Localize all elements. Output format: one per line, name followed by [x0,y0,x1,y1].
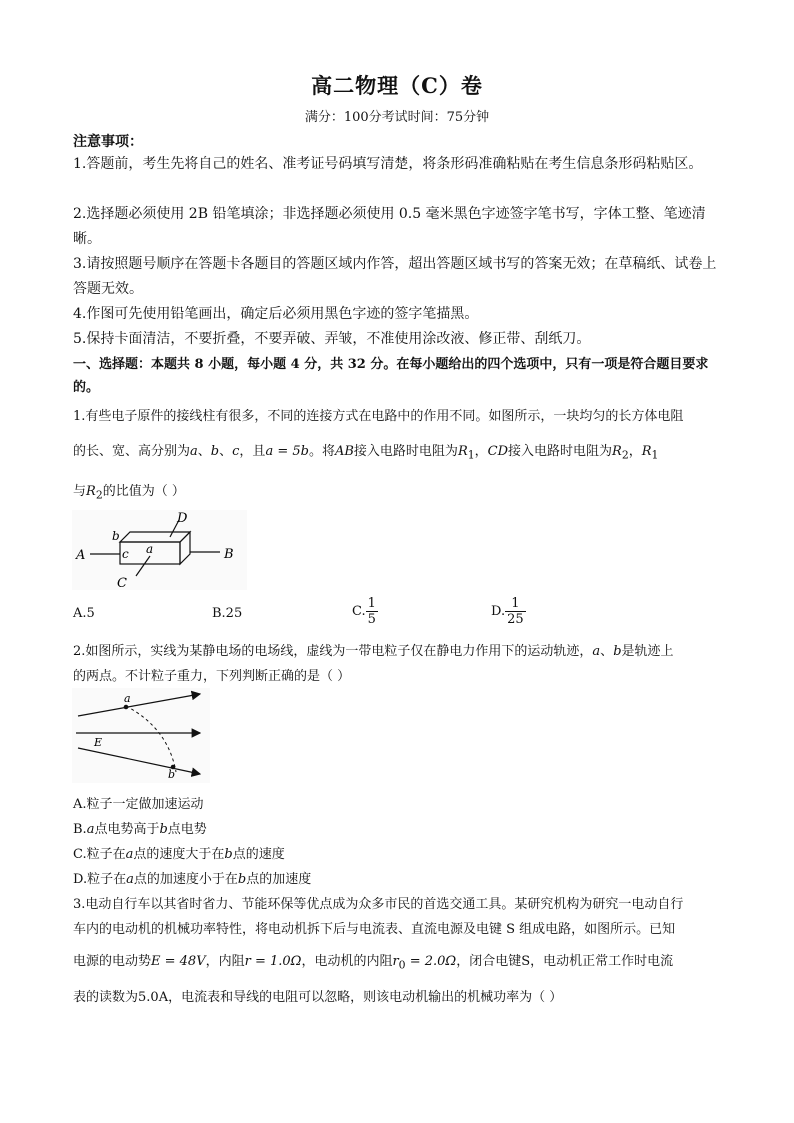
q2-option-a: A.粒子一定做加速运动 [73,797,204,812]
q1-option-c: C. $\frac{1}{5}$ [352,596,376,627]
label-A: A [76,548,86,563]
q3-line-3: 电源的电动势E = 48V，内阻r = 1.0Ω，电动机的内阻$r_0 = 2.0\Omega$，闭合电键S，电动机正常工作时电流 [73,954,674,972]
q2-line-2: 的两点。不计粒子重力，下列判断正确的是（ ） [73,669,351,684]
q1-option-b: B.25 [212,606,243,621]
exam-info: 满分：100分考试时间：75分钟 [304,110,490,125]
notice-item-4: 4.作图可先使用铅笔画出，确定后必须用黑色字迹的签字笔描黑。 [73,306,479,322]
notice-item-5: 5.保持卡面清洁，不要折叠，不要弄破、弄皱，不准使用涂改液、修正带、刮纸刀。 [73,331,591,347]
notice-item-1: 1.答题前，考生先将自己的姓名、准考证号码填写清楚，将条形码准确粘贴在考生信息条形码粘贴区。 [73,156,703,172]
q1-option-d: D. $\frac{1}{25}$ [491,596,524,627]
q3-line-2: 车内的电动机的机械功率特性，将电动机拆下后与电流表、直流电源及电键 S 组成电路，如图所示。已知 [73,922,676,937]
field-lines-figure [72,688,210,783]
section-heading-choice: 一、选择题：本题共 8 小题，每小题 4 分，共 32 分。在每小题给出的四个选项中，只有一项是符合题目要求的。 [73,357,709,395]
q1-line-2: 的长、宽、高分别为a、b、c，且a = 5b。将AB接入电路时电阻为$R_1$，CD接入电路时电阻为$R_2$，$R_1$ [73,444,659,462]
point-a [124,705,129,710]
label-c: c [122,547,129,561]
q1-line-3: 与$R_2$的比值为（ ） [73,484,185,502]
q3-line-4: 表的读数为5.0A，电流表和导线的电阻可以忽略，则该电动机输出的机械功率为（ ） [73,990,563,1005]
label-C: C [117,576,127,590]
notice-heading: 注意事项： [73,134,143,150]
label-E: E [94,736,103,749]
page-title: 高二物理（C）卷 [311,73,483,98]
q3-line-1: 3.电动自行车以其省时省力、节能环保等优点成为众多市民的首选交通工具。某研究机构为研究一电动自行 [73,897,684,912]
notice-item-2: 2.选择题必须使用 2B 铅笔填涂；非选择题必须使用 0.5 毫米黑色字迹签字笔书写，字体工整、笔迹清晰。 [73,206,706,247]
label-B: B [224,547,234,562]
resistor-block-figure [72,510,247,590]
label-b: b [168,768,176,781]
q1-line-1: 1.有些电子原件的接线柱有很多，不同的连接方式在电路中的作用不同。如图所示，一块均匀的长方体电阻 [73,409,684,424]
q2-option-c: C.粒子在a点的速度大于在b点的速度 [73,847,285,862]
label-b: b [112,529,120,543]
q2-option-b: B.a点电势高于b点电势 [73,822,207,837]
label-D: D [177,511,188,526]
label-a: a [124,692,131,705]
notice-item-3: 3.请按照题号顺序在答题卡各题目的答题区域内作答，超出答题区域书写的答案无效；在草稿纸、试卷上答题无效。 [73,256,717,297]
label-a: a [146,542,154,556]
q2-option-d: D.粒子在a点的加速度小于在b点的加速度 [73,872,312,887]
q1-option-a: A.5 [73,606,95,621]
q2-line-1: 2.如图所示，实线为某静电场的电场线，虚线为一带电粒子仅在静电力作用下的运动轨迹，a、b是轨迹上 [73,644,674,659]
